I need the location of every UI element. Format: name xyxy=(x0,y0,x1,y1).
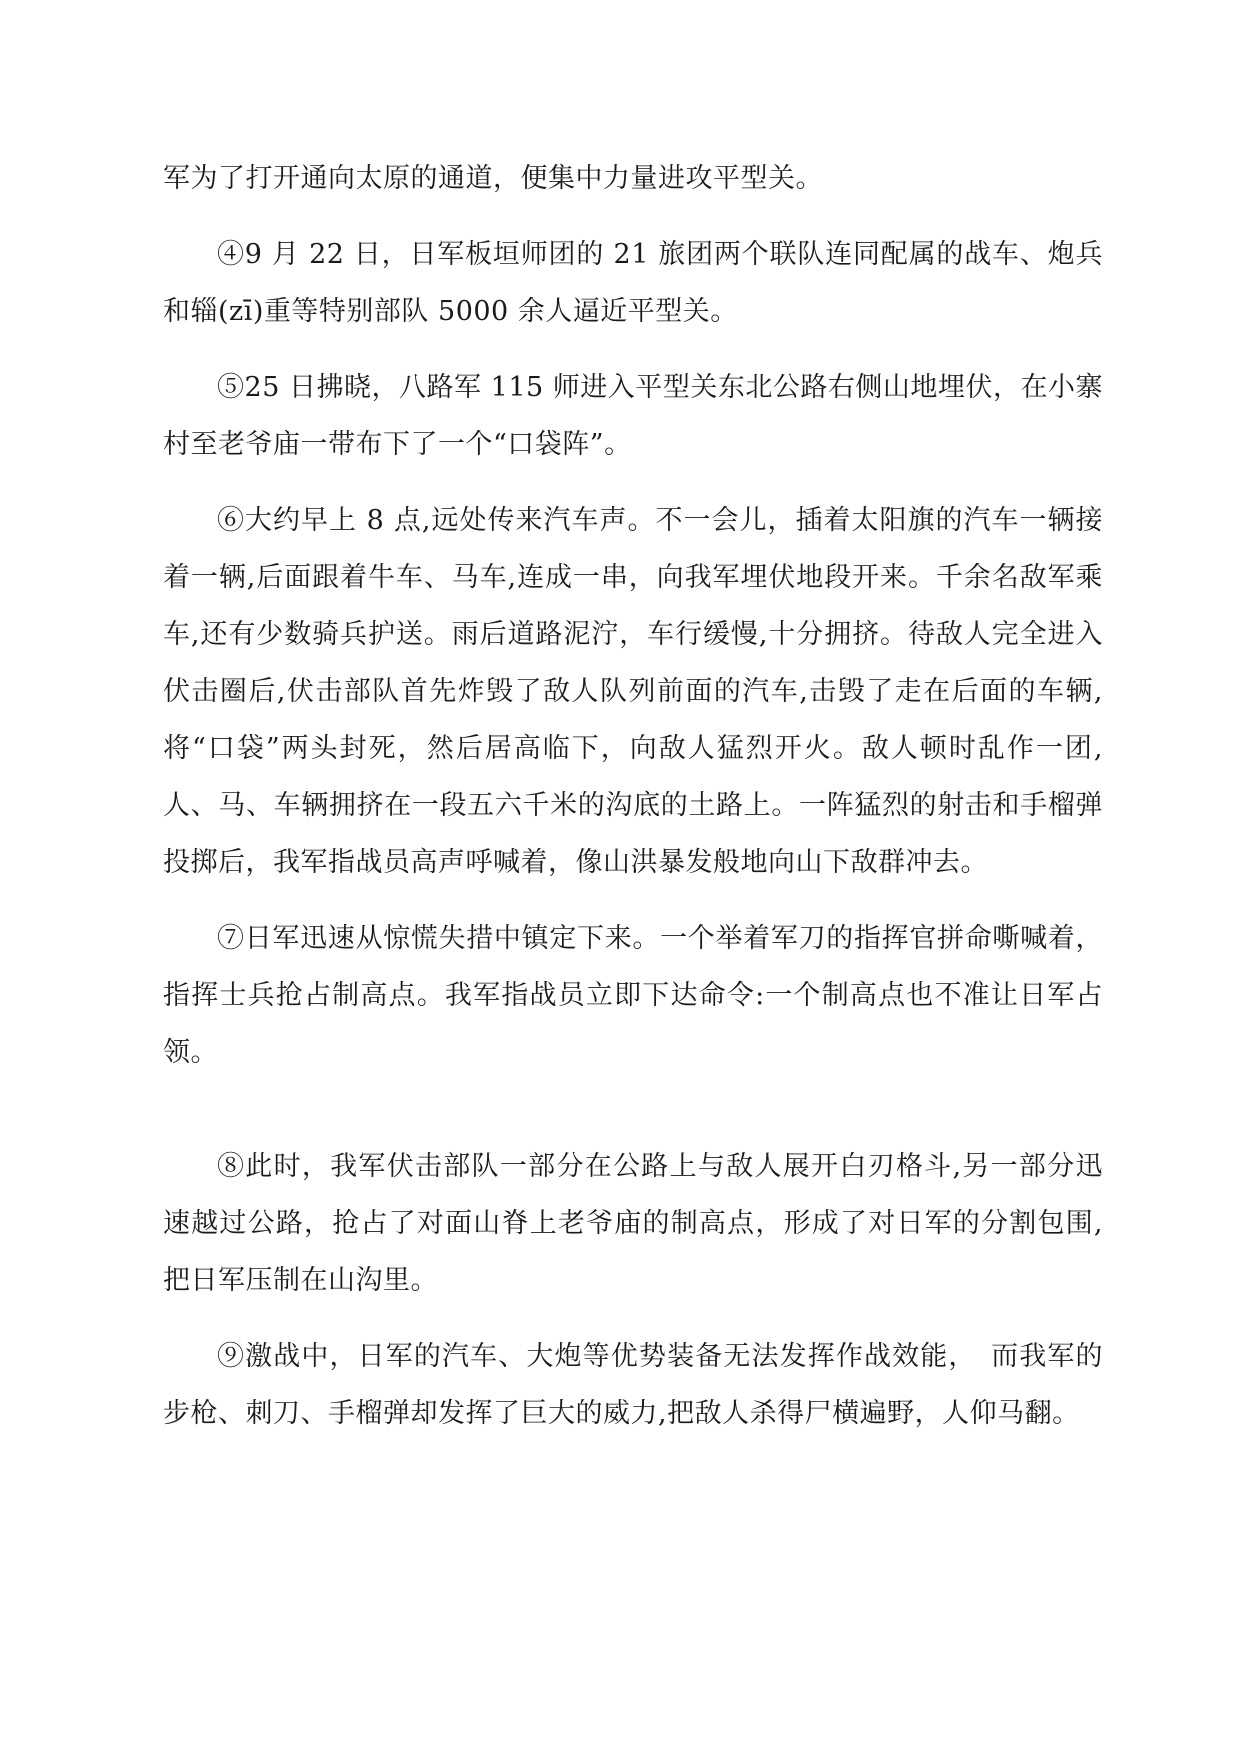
paragraph-4: ④9 月 22 日，日军板垣师团的 21 旅团两个联队连同配属的战车、炮兵和辎(zī)重等特别部队 5000 余人逼近平型关。 xyxy=(163,239,1103,327)
article-body xyxy=(163,150,1103,1461)
paragraph-9: ⑨激战中，日军的汽车、大炮等优势装备无法发挥作战效能， 而我军的步枪、刺刀、手榴弹却发挥了巨大的威力,把敌人杀得尸横遍野，人仰马翻。 xyxy=(163,1341,1103,1429)
paragraph-8: ⑧此时，我军伏击部队一部分在公路上与敌人展开白刃格斗,另一部分迅速越过公路，抢占了对面山脊上老爷庙的制高点，形成了对日军的分割包围,把日军压制在山沟里。 xyxy=(163,1151,1103,1296)
paragraph-continuation: 军为了打开通向太原的通道，便集中力量进攻平型关。 xyxy=(163,163,823,194)
paragraph-7: ⑦日军迅速从惊慌失措中镇定下来。一个举着军刀的指挥官拼命嘶喊着，指挥士兵抢占制高点。我军指战员立即下达命令:一个制高点也不准让日军占领。 xyxy=(163,923,1103,1068)
paragraph-6: ⑥大约早上 8 点,远处传来汽车声。不一会儿，插着太阳旗的汽车一辆接着一辆,后面跟着牛车、马车,连成一串，向我军埋伏地段开来。千余名敌军乘车,还有少数骑兵护送。雨后道路泥泞，车行缓慢,十分拥挤。待敌人完全进入伏击圈后,伏击部队首先炸毁了敌人队列前面的汽车,击毁了走在后面的车辆,将“口袋”两头封死，然后居高临下，向敌人猛烈开火。敌人顿时乱作一团,人、马、车辆拥挤在一段五六千米的沟底的土路上。一阵猛烈的射击和手榴弹投掷后，我军指战员高声呼喊着，像山洪暴发般地向山下敌群冲去。 xyxy=(163,505,1103,878)
paragraph-5: ⑤25 日拂晓，八路军 115 师进入平型关东北公路右侧山地埋伏，在小寨村至老爷庙一带布下了一个“口袋阵”。 xyxy=(163,372,1103,460)
